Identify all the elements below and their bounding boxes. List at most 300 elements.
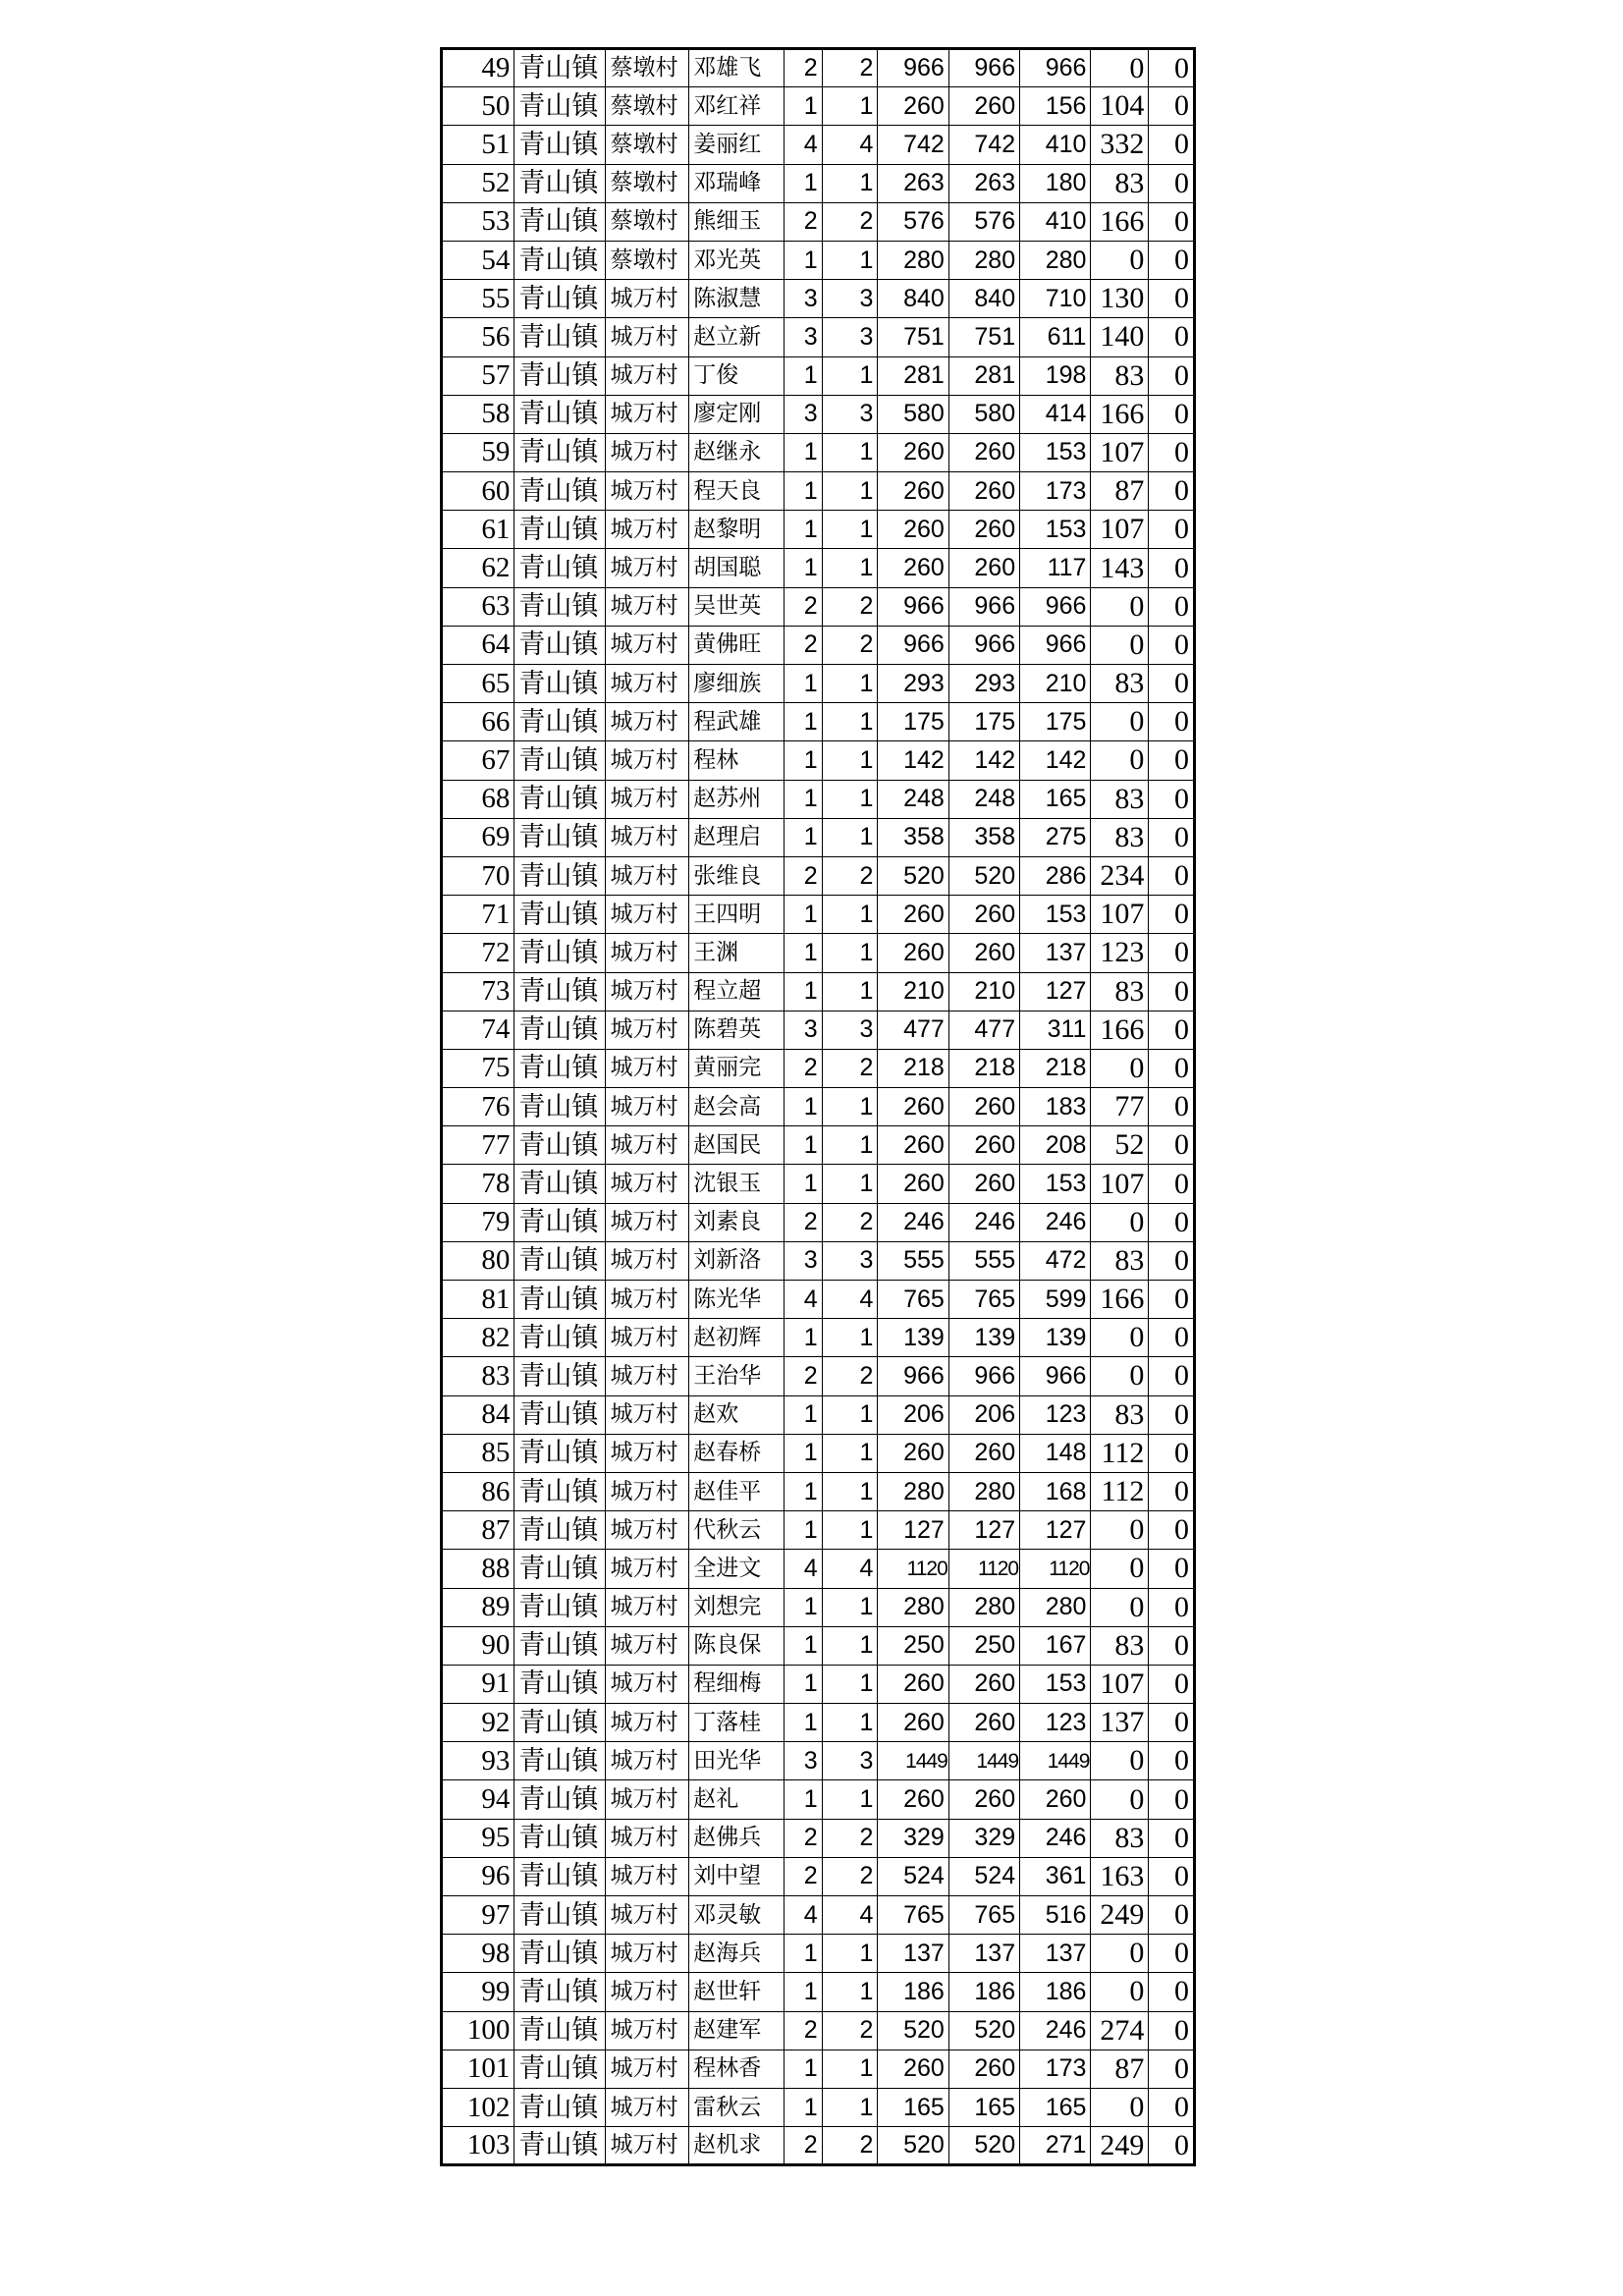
amount-cell: 329	[948, 1819, 1019, 1857]
village-cell: 城万村	[606, 1819, 689, 1857]
last-cell: 0	[1149, 472, 1195, 511]
amount-cell: 414	[1020, 395, 1091, 433]
table-row	[442, 1742, 1195, 1780]
difference-cell: 332	[1091, 126, 1149, 164]
households-cell: 3	[784, 1011, 822, 1049]
village-cell: 城万村	[606, 818, 689, 856]
households-cell: 4	[784, 1550, 822, 1588]
town-cell: 青山镇	[514, 1203, 606, 1241]
amount-cell: 127	[948, 1511, 1019, 1550]
difference-cell: 107	[1091, 1665, 1149, 1703]
town-cell: 青山镇	[514, 856, 606, 895]
row-number-cell: 93	[442, 1742, 514, 1780]
households-cell: 1	[784, 1973, 822, 2011]
amount-cell: 520	[878, 2011, 948, 2050]
village-cell: 城万村	[606, 1588, 689, 1626]
difference-cell: 0	[1091, 1550, 1149, 1588]
village-cell: 城万村	[606, 1511, 689, 1550]
name-cell: 胡国聪	[689, 549, 784, 587]
amount-cell: 250	[948, 1626, 1019, 1665]
persons-cell: 1	[822, 2050, 878, 2088]
amount-cell: 208	[1020, 1126, 1091, 1165]
difference-cell: 83	[1091, 972, 1149, 1011]
difference-cell: 83	[1091, 356, 1149, 395]
last-cell: 0	[1149, 1319, 1195, 1357]
table-row	[442, 896, 1195, 934]
amount-cell: 520	[948, 2127, 1019, 2165]
amount-cell: 966	[1020, 49, 1091, 87]
amount-cell: 260	[948, 472, 1019, 511]
amount-cell: 260	[878, 1665, 948, 1703]
table-row	[442, 741, 1195, 780]
amount-cell: 142	[878, 741, 948, 780]
town-cell: 青山镇	[514, 1126, 606, 1165]
amount-cell: 555	[878, 1241, 948, 1280]
name-cell: 吴世英	[689, 587, 784, 626]
amount-cell: 966	[878, 1357, 948, 1395]
amount-cell: 260	[948, 1434, 1019, 1472]
row-number-cell: 76	[442, 1088, 514, 1126]
persons-cell: 1	[822, 1704, 878, 1742]
name-cell: 沈银玉	[689, 1165, 784, 1203]
town-cell: 青山镇	[514, 665, 606, 703]
households-cell: 1	[784, 1472, 822, 1510]
row-number-cell: 88	[442, 1550, 514, 1588]
last-cell: 0	[1149, 934, 1195, 972]
name-cell: 程天良	[689, 472, 784, 511]
households-cell: 3	[784, 395, 822, 433]
row-number-cell: 54	[442, 241, 514, 279]
persons-cell: 1	[822, 433, 878, 471]
name-cell: 代秋云	[689, 1511, 784, 1550]
row-number-cell: 89	[442, 1588, 514, 1626]
amount-cell: 186	[1020, 1973, 1091, 2011]
households-cell: 1	[784, 1665, 822, 1703]
row-number-cell: 77	[442, 1126, 514, 1165]
name-cell: 陈碧英	[689, 1011, 784, 1049]
row-number-cell: 69	[442, 818, 514, 856]
amount-cell: 250	[878, 1626, 948, 1665]
persons-cell: 2	[822, 856, 878, 895]
persons-cell: 1	[822, 1780, 878, 1819]
row-number-cell: 78	[442, 1165, 514, 1203]
table-row	[442, 1088, 1195, 1126]
amount-cell: 580	[878, 395, 948, 433]
row-number-cell: 96	[442, 1857, 514, 1895]
amount-cell: 210	[878, 972, 948, 1011]
persons-cell: 2	[822, 49, 878, 87]
persons-cell: 1	[822, 1395, 878, 1434]
households-cell: 1	[784, 1626, 822, 1665]
amount-cell: 153	[1020, 433, 1091, 471]
households-cell: 1	[784, 549, 822, 587]
last-cell: 0	[1149, 1704, 1195, 1742]
persons-cell: 1	[822, 1665, 878, 1703]
difference-cell: 0	[1091, 1742, 1149, 1780]
name-cell: 廖细族	[689, 665, 784, 703]
village-cell: 蔡墩村	[606, 241, 689, 279]
town-cell: 青山镇	[514, 896, 606, 934]
difference-cell: 166	[1091, 202, 1149, 241]
persons-cell: 1	[822, 972, 878, 1011]
persons-cell: 1	[822, 87, 878, 126]
difference-cell: 107	[1091, 1165, 1149, 1203]
row-number-cell: 58	[442, 395, 514, 433]
amount-cell: 524	[948, 1857, 1019, 1895]
town-cell: 青山镇	[514, 1011, 606, 1049]
persons-cell: 1	[822, 1434, 878, 1472]
name-cell: 黄丽完	[689, 1049, 784, 1087]
village-cell: 城万村	[606, 626, 689, 664]
amount-cell: 280	[878, 1472, 948, 1510]
amount-cell: 260	[878, 433, 948, 471]
village-cell: 城万村	[606, 1935, 689, 1973]
name-cell: 廖定刚	[689, 395, 784, 433]
difference-cell: 0	[1091, 1319, 1149, 1357]
amount-cell: 153	[1020, 1165, 1091, 1203]
town-cell: 青山镇	[514, 433, 606, 471]
name-cell: 赵建军	[689, 2011, 784, 2050]
amount-cell: 472	[1020, 1241, 1091, 1280]
row-number-cell: 67	[442, 741, 514, 780]
households-cell: 2	[784, 2127, 822, 2165]
name-cell: 程林香	[689, 2050, 784, 2088]
row-number-cell: 56	[442, 318, 514, 356]
last-cell: 0	[1149, 1241, 1195, 1280]
households-cell: 3	[784, 1742, 822, 1780]
households-cell: 1	[784, 1511, 822, 1550]
amount-cell: 260	[948, 896, 1019, 934]
persons-cell: 1	[822, 780, 878, 818]
amount-cell: 127	[1020, 972, 1091, 1011]
row-number-cell: 68	[442, 780, 514, 818]
table-row	[442, 1935, 1195, 1973]
town-cell: 青山镇	[514, 1357, 606, 1395]
amount-cell: 183	[1020, 1088, 1091, 1126]
amount-cell: 1120	[1020, 1550, 1091, 1588]
row-number-cell: 101	[442, 2050, 514, 2088]
difference-cell: 123	[1091, 934, 1149, 972]
town-cell: 青山镇	[514, 1665, 606, 1703]
town-cell: 青山镇	[514, 1896, 606, 1935]
persons-cell: 2	[822, 2127, 878, 2165]
amount-cell: 280	[1020, 1588, 1091, 1626]
households-cell: 1	[784, 356, 822, 395]
households-cell: 1	[784, 1165, 822, 1203]
households-cell: 1	[784, 818, 822, 856]
town-cell: 青山镇	[514, 356, 606, 395]
amount-cell: 246	[1020, 1203, 1091, 1241]
village-cell: 城万村	[606, 1088, 689, 1126]
households-cell: 1	[784, 433, 822, 471]
row-number-cell: 64	[442, 626, 514, 664]
difference-cell: 83	[1091, 1395, 1149, 1434]
table-row	[442, 934, 1195, 972]
village-cell: 城万村	[606, 1973, 689, 2011]
last-cell: 0	[1149, 433, 1195, 471]
name-cell: 邓瑞峰	[689, 164, 784, 202]
town-cell: 青山镇	[514, 395, 606, 433]
last-cell: 0	[1149, 2011, 1195, 2050]
difference-cell: 163	[1091, 1857, 1149, 1895]
village-cell: 城万村	[606, 780, 689, 818]
table-row	[442, 356, 1195, 395]
difference-cell: 107	[1091, 511, 1149, 549]
last-cell: 0	[1149, 856, 1195, 895]
households-cell: 1	[784, 703, 822, 741]
households-cell: 1	[784, 164, 822, 202]
amount-cell: 260	[878, 1434, 948, 1472]
persons-cell: 1	[822, 1088, 878, 1126]
amount-cell: 175	[948, 703, 1019, 741]
amount-cell: 1120	[878, 1550, 948, 1588]
table-row	[442, 780, 1195, 818]
row-number-cell: 65	[442, 665, 514, 703]
amount-cell: 210	[948, 972, 1019, 1011]
persons-cell: 1	[822, 1935, 878, 1973]
row-number-cell: 91	[442, 1665, 514, 1703]
amount-cell: 260	[948, 1126, 1019, 1165]
amount-cell: 246	[1020, 1819, 1091, 1857]
village-cell: 城万村	[606, 1704, 689, 1742]
table-row	[442, 1588, 1195, 1626]
village-cell: 城万村	[606, 1203, 689, 1241]
amount-cell: 280	[948, 1472, 1019, 1510]
amount-cell: 260	[878, 934, 948, 972]
table-row	[442, 1665, 1195, 1703]
persons-cell: 3	[822, 280, 878, 318]
last-cell: 0	[1149, 356, 1195, 395]
village-cell: 城万村	[606, 1126, 689, 1165]
town-cell: 青山镇	[514, 1472, 606, 1510]
persons-cell: 1	[822, 1973, 878, 2011]
amount-cell: 260	[878, 1126, 948, 1165]
row-number-cell: 52	[442, 164, 514, 202]
amount-cell: 1449	[948, 1742, 1019, 1780]
households-cell: 2	[784, 1203, 822, 1241]
town-cell: 青山镇	[514, 1626, 606, 1665]
amount-cell: 1449	[878, 1742, 948, 1780]
amount-cell: 966	[878, 49, 948, 87]
difference-cell: 112	[1091, 1434, 1149, 1472]
village-cell: 城万村	[606, 549, 689, 587]
table-row	[442, 202, 1195, 241]
difference-cell: 0	[1091, 49, 1149, 87]
last-cell: 0	[1149, 1088, 1195, 1126]
last-cell: 0	[1149, 1049, 1195, 1087]
persons-cell: 2	[822, 2011, 878, 2050]
village-cell: 城万村	[606, 1742, 689, 1780]
difference-cell: 52	[1091, 1126, 1149, 1165]
amount-cell: 751	[878, 318, 948, 356]
name-cell: 邓红祥	[689, 87, 784, 126]
row-number-cell: 66	[442, 703, 514, 741]
village-cell: 城万村	[606, 1357, 689, 1395]
amount-cell: 966	[948, 1357, 1019, 1395]
table-row	[442, 972, 1195, 1011]
town-cell: 青山镇	[514, 972, 606, 1011]
name-cell: 王渊	[689, 934, 784, 972]
difference-cell: 0	[1091, 1511, 1149, 1550]
last-cell: 0	[1149, 280, 1195, 318]
amount-cell: 142	[948, 741, 1019, 780]
difference-cell: 0	[1091, 1357, 1149, 1395]
difference-cell: 87	[1091, 472, 1149, 511]
last-cell: 0	[1149, 626, 1195, 664]
households-cell: 1	[784, 241, 822, 279]
town-cell: 青山镇	[514, 549, 606, 587]
amount-cell: 280	[1020, 241, 1091, 279]
name-cell: 丁落桂	[689, 1704, 784, 1742]
last-cell: 0	[1149, 549, 1195, 587]
table-row	[442, 818, 1195, 856]
persons-cell: 4	[822, 1550, 878, 1588]
table-row	[442, 2050, 1195, 2088]
last-cell: 0	[1149, 1896, 1195, 1935]
difference-cell: 0	[1091, 1780, 1149, 1819]
name-cell: 赵欢	[689, 1395, 784, 1434]
last-cell: 0	[1149, 2127, 1195, 2165]
amount-cell: 742	[948, 126, 1019, 164]
households-cell: 1	[784, 896, 822, 934]
persons-cell: 1	[822, 818, 878, 856]
name-cell: 刘想完	[689, 1588, 784, 1626]
name-cell: 赵立新	[689, 318, 784, 356]
village-cell: 城万村	[606, 1319, 689, 1357]
village-cell: 城万村	[606, 1857, 689, 1895]
row-number-cell: 61	[442, 511, 514, 549]
data-table	[440, 47, 1196, 2166]
households-cell: 1	[784, 972, 822, 1011]
amount-cell: 765	[948, 1896, 1019, 1935]
last-cell: 0	[1149, 49, 1195, 87]
households-cell: 3	[784, 318, 822, 356]
difference-cell: 0	[1091, 587, 1149, 626]
row-number-cell: 73	[442, 972, 514, 1011]
village-cell: 城万村	[606, 1395, 689, 1434]
last-cell: 0	[1149, 1973, 1195, 2011]
village-cell: 城万村	[606, 972, 689, 1011]
last-cell: 0	[1149, 703, 1195, 741]
difference-cell: 107	[1091, 896, 1149, 934]
amount-cell: 260	[948, 1088, 1019, 1126]
amount-cell: 263	[878, 164, 948, 202]
last-cell: 0	[1149, 741, 1195, 780]
village-cell: 蔡墩村	[606, 49, 689, 87]
table-row	[442, 665, 1195, 703]
table-row	[442, 626, 1195, 664]
amount-cell: 260	[878, 549, 948, 587]
table-row	[442, 1550, 1195, 1588]
amount-cell: 765	[948, 1281, 1019, 1319]
last-cell: 0	[1149, 318, 1195, 356]
amount-cell: 361	[1020, 1857, 1091, 1895]
name-cell: 赵佳平	[689, 1472, 784, 1510]
name-cell: 刘素良	[689, 1203, 784, 1241]
persons-cell: 1	[822, 741, 878, 780]
table-row	[442, 164, 1195, 202]
persons-cell: 1	[822, 1165, 878, 1203]
row-number-cell: 94	[442, 1780, 514, 1819]
difference-cell: 83	[1091, 1819, 1149, 1857]
last-cell: 0	[1149, 1281, 1195, 1319]
village-cell: 城万村	[606, 1165, 689, 1203]
table-row	[442, 1049, 1195, 1087]
households-cell: 1	[784, 1088, 822, 1126]
last-cell: 0	[1149, 1472, 1195, 1510]
amount-cell: 765	[878, 1281, 948, 1319]
households-cell: 1	[784, 1319, 822, 1357]
amount-cell: 260	[878, 2050, 948, 2088]
amount-cell: 516	[1020, 1896, 1091, 1935]
persons-cell: 3	[822, 1011, 878, 1049]
persons-cell: 1	[822, 665, 878, 703]
name-cell: 刘新洛	[689, 1241, 784, 1280]
village-cell: 城万村	[606, 1434, 689, 1472]
name-cell: 程立超	[689, 972, 784, 1011]
amount-cell: 127	[1020, 1511, 1091, 1550]
households-cell: 1	[784, 741, 822, 780]
amount-cell: 966	[948, 626, 1019, 664]
difference-cell: 87	[1091, 2050, 1149, 2088]
last-cell: 0	[1149, 1780, 1195, 1819]
amount-cell: 286	[1020, 856, 1091, 895]
table-row	[442, 1472, 1195, 1510]
households-cell: 1	[784, 1126, 822, 1165]
town-cell: 青山镇	[514, 1935, 606, 1973]
households-cell: 1	[784, 665, 822, 703]
amount-cell: 246	[878, 1203, 948, 1241]
persons-cell: 4	[822, 126, 878, 164]
amount-cell: 611	[1020, 318, 1091, 356]
last-cell: 0	[1149, 1665, 1195, 1703]
row-number-cell: 84	[442, 1395, 514, 1434]
last-cell: 0	[1149, 164, 1195, 202]
amount-cell: 218	[948, 1049, 1019, 1087]
difference-cell: 0	[1091, 1049, 1149, 1087]
table-row	[442, 1626, 1195, 1665]
village-cell: 城万村	[606, 2127, 689, 2165]
town-cell: 青山镇	[514, 1819, 606, 1857]
name-cell: 程武雄	[689, 703, 784, 741]
amount-cell: 175	[878, 703, 948, 741]
difference-cell: 0	[1091, 241, 1149, 279]
amount-cell: 173	[1020, 2050, 1091, 2088]
persons-cell: 2	[822, 1203, 878, 1241]
households-cell: 1	[784, 1780, 822, 1819]
difference-cell: 274	[1091, 2011, 1149, 2050]
amount-cell: 966	[948, 49, 1019, 87]
households-cell: 1	[784, 1395, 822, 1434]
amount-cell: 966	[948, 587, 1019, 626]
row-number-cell: 85	[442, 1434, 514, 1472]
amount-cell: 260	[878, 511, 948, 549]
name-cell: 赵海兵	[689, 1935, 784, 1973]
row-number-cell: 71	[442, 896, 514, 934]
row-number-cell: 97	[442, 1896, 514, 1935]
table-row	[442, 703, 1195, 741]
difference-cell: 0	[1091, 1935, 1149, 1973]
difference-cell: 166	[1091, 395, 1149, 433]
village-cell: 蔡墩村	[606, 164, 689, 202]
town-cell: 青山镇	[514, 202, 606, 241]
persons-cell: 1	[822, 164, 878, 202]
last-cell: 0	[1149, 818, 1195, 856]
difference-cell: 77	[1091, 1088, 1149, 1126]
difference-cell: 107	[1091, 433, 1149, 471]
persons-cell: 1	[822, 1126, 878, 1165]
amount-cell: 293	[878, 665, 948, 703]
